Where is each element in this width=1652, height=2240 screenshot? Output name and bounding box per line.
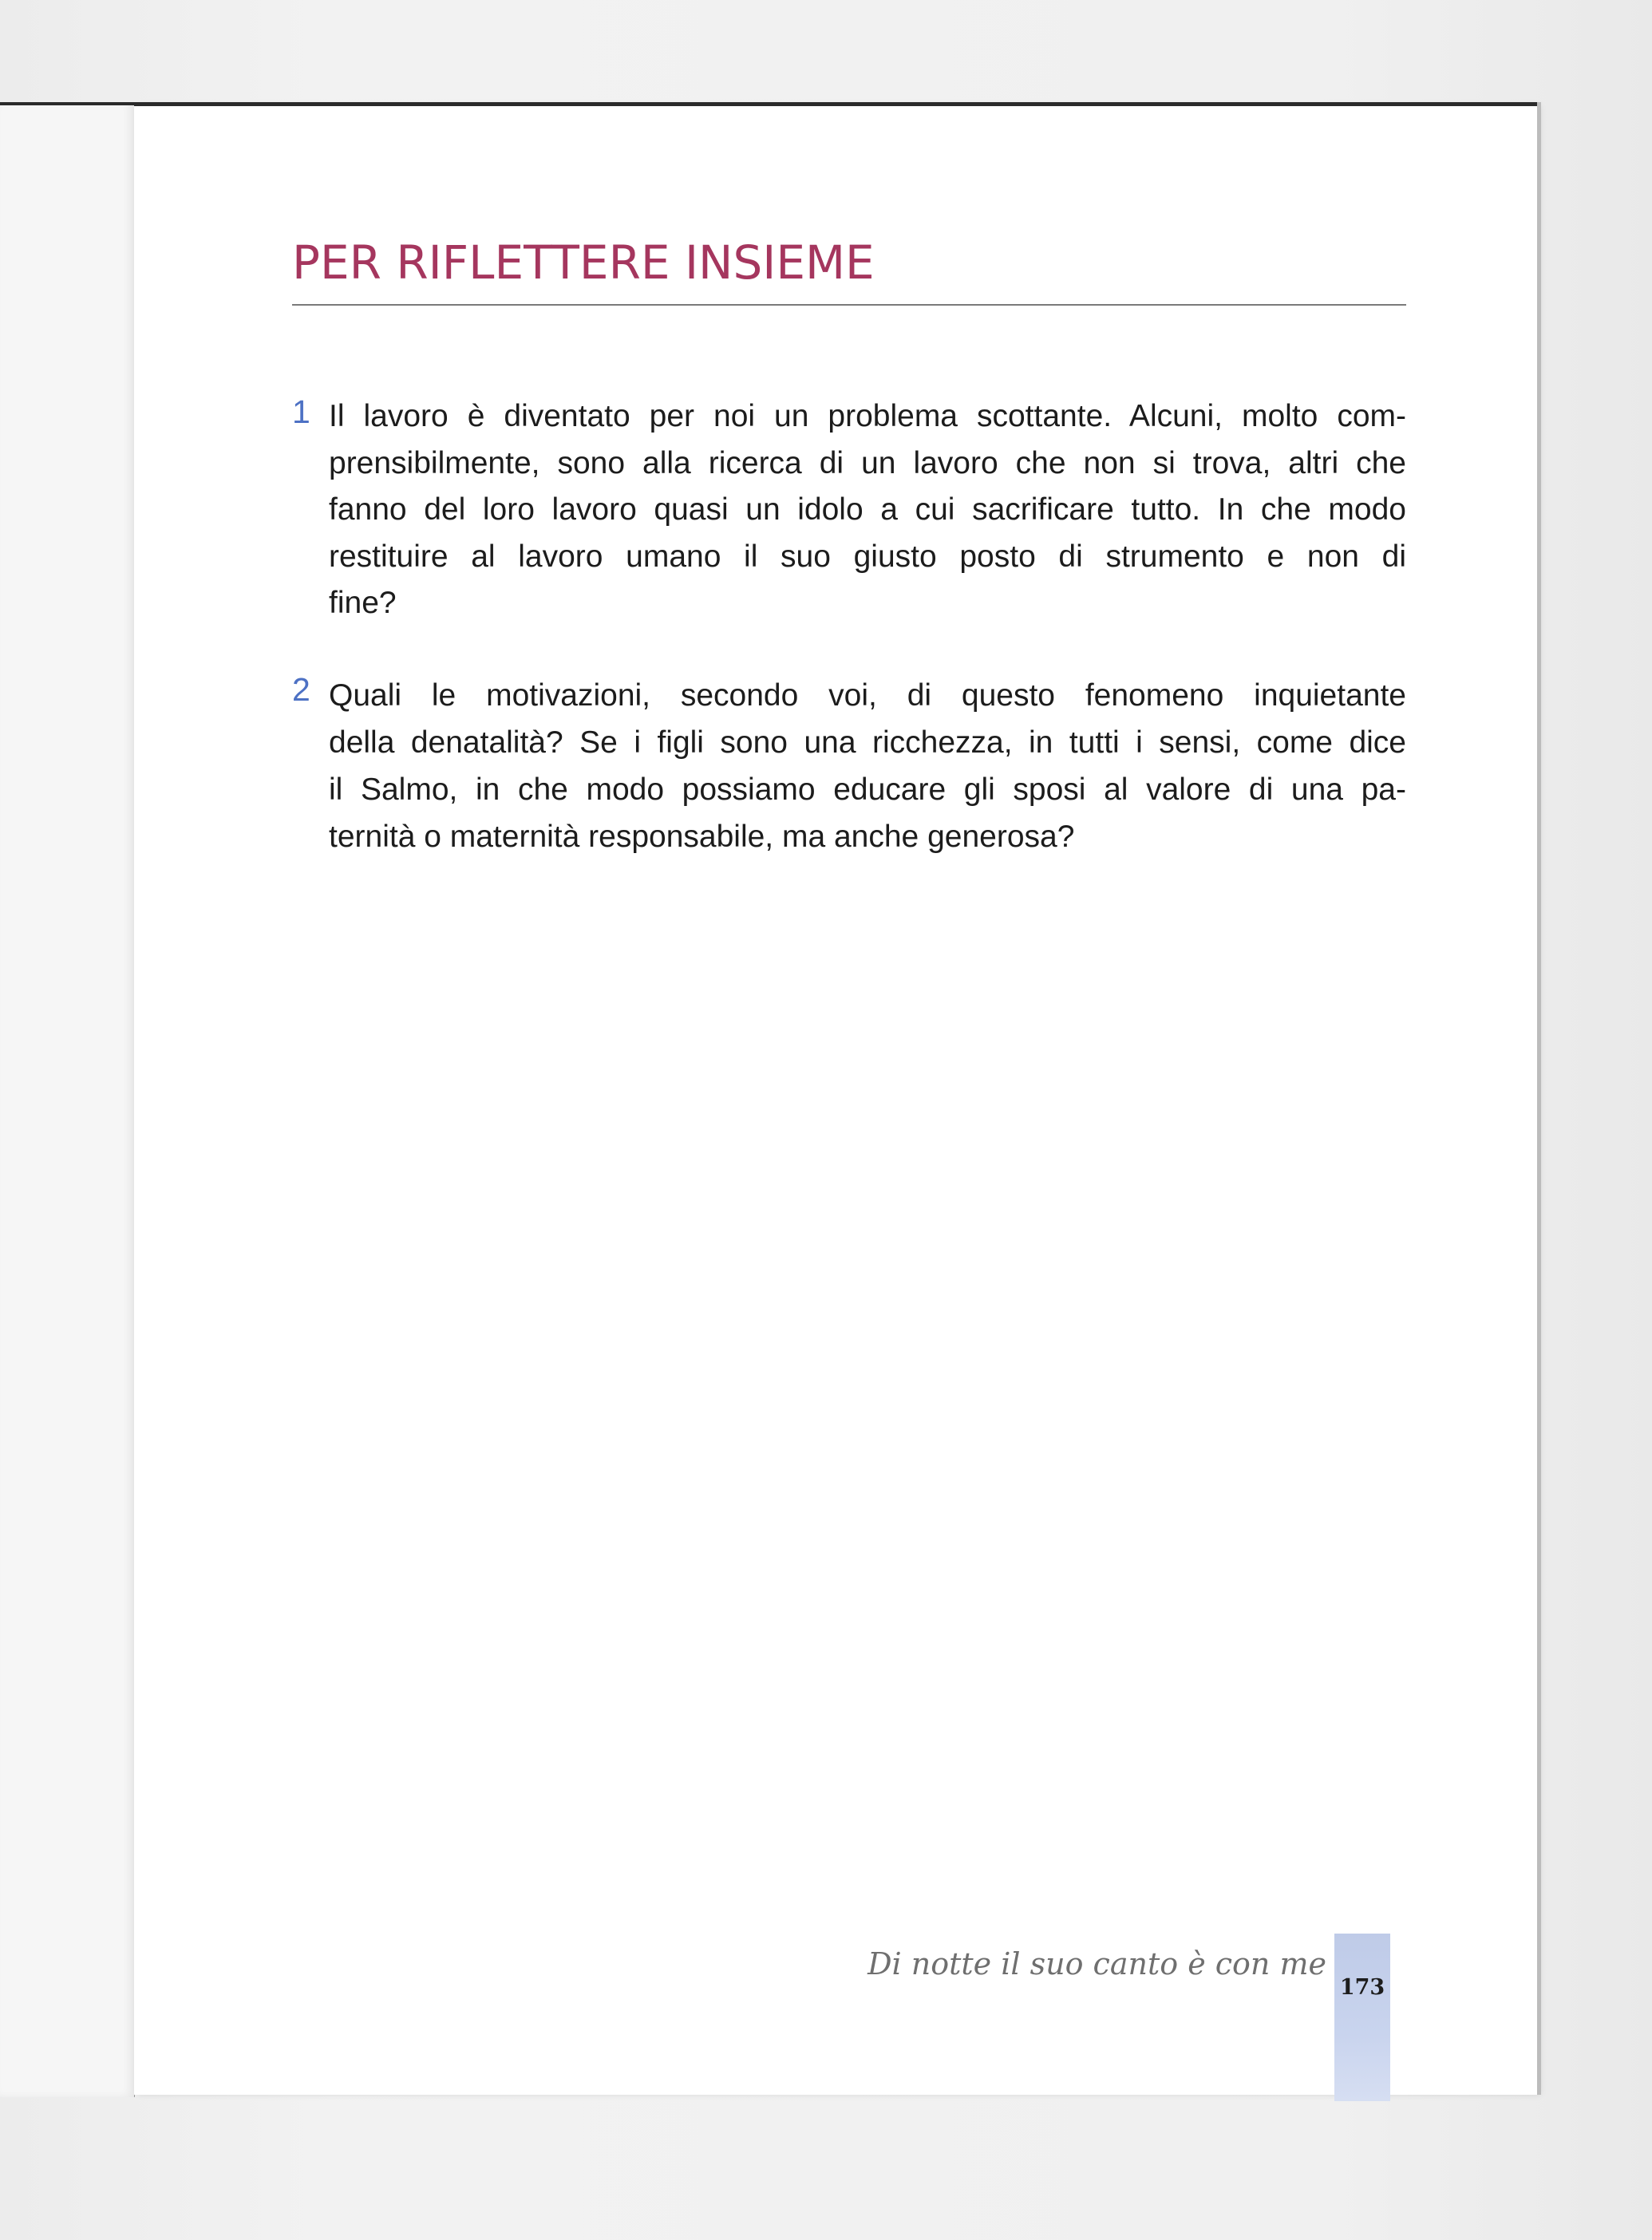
facing-page-edge (0, 102, 135, 2097)
page-number-tab (1334, 1934, 1390, 2101)
title-rule (292, 304, 1406, 306)
page-right-edge (1537, 102, 1541, 2095)
question-1-line-5: fine? (329, 586, 397, 620)
question-1-line-2: prensibilmente, sono alla ricerca di un lavoro che non si trova, altri che (329, 446, 1406, 480)
section-title: PER RIFLETTERE INSIEME (292, 235, 875, 290)
question-1-line-3: fanno del loro lavoro quasi un idolo a cui sacrificare tutto. In che modo (329, 492, 1406, 527)
question-1-line-4: restituire al lavoro umano il suo giusto posto di strumento e non di (329, 539, 1406, 574)
question-2-line-3: il Salmo, in che modo possiamo educare gli sposi al valore di una pa- (329, 772, 1406, 807)
page-number: 173 (1339, 1975, 1385, 2000)
question-1-number: 1 (292, 393, 310, 430)
question-1-line-1: Il lavoro è diventato per noi un problema scottante. Alcuni, molto com- (329, 399, 1406, 433)
page-top-edge (134, 102, 1539, 106)
question-2-number: 2 (292, 671, 310, 708)
question-2-line-1: Quali le motivazioni, secondo voi, di questo fenomeno inquietante (329, 678, 1406, 713)
running-title: Di notte il suo canto è con me (867, 1946, 1326, 1981)
question-2-line-4: ternità o maternità responsabile, ma anche generosa? (329, 820, 1075, 854)
facing-page-top-edge (0, 102, 136, 105)
question-2-line-2: della denatalità? Se i figli sono una ricchezza, in tutti i sensi, come dice (329, 725, 1406, 760)
